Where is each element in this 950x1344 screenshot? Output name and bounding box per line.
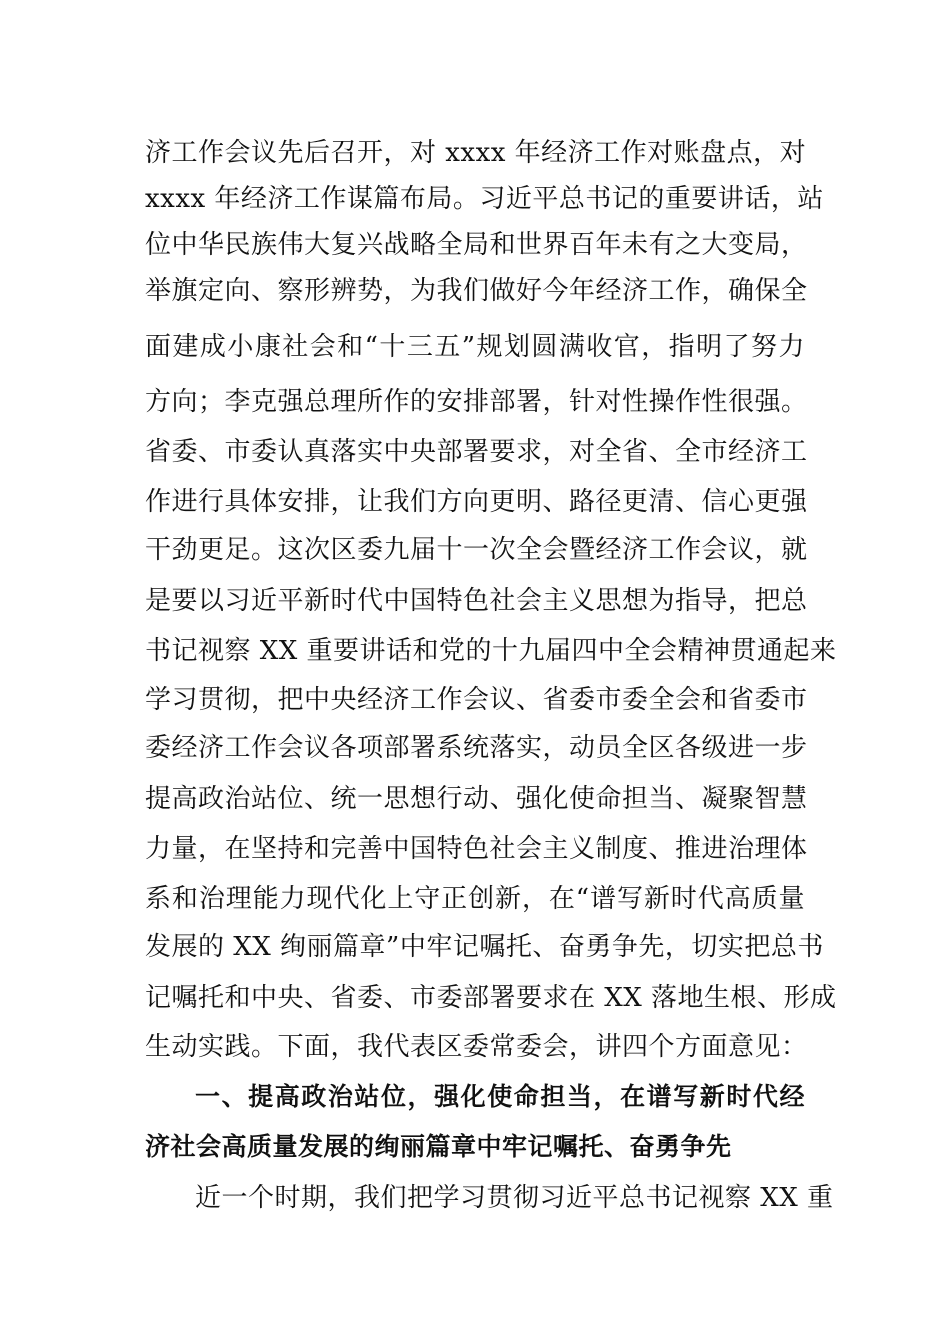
body-line: 记嘱托和中央、省委、市委部署要求在 XX 落地生根、形成 xyxy=(145,983,837,1013)
body-line: 位中华民族伟大复兴战略全局和世界百年未有之大变局， xyxy=(145,230,808,260)
body-line: 提高政治站位、统一思想行动、强化使命担当、凝聚智慧 xyxy=(145,784,808,814)
body-line: 力量，在坚持和完善中国特色社会主义制度、推进治理体 xyxy=(145,834,808,864)
body-line: 系和治理能力现代化上守正创新，在“谱写新时代高质量 xyxy=(145,884,805,914)
body-line: 面建成小康社会和“十三五”规划圆满收官，指明了努力 xyxy=(145,332,805,362)
body-line: 举旗定向、察形辨势，为我们做好今年经济工作，确保全 xyxy=(145,276,808,306)
body-line: 是要以习近平新时代中国特色社会主义思想为指导，把总 xyxy=(145,586,808,616)
section-heading-line-1: 一、提高政治站位，强化使命担当，在谱写新时代经 xyxy=(195,1082,805,1111)
body-line: 书记视察 XX 重要讲话和党的十九届四中全会精神贯通起来 xyxy=(145,636,837,666)
body-line: 发展的 XX 绚丽篇章”中牢记嘱托、奋勇争先，切实把总书 xyxy=(145,932,824,962)
body-line: 委经济工作会议各项部署系统落实，动员全区各级进一步 xyxy=(145,733,808,763)
body-line: 学习贯彻，把中央经济工作会议、省委市委全会和省委市 xyxy=(145,685,808,715)
section-heading-line-2: 济社会高质量发展的绚丽篇章中牢记嘱托、奋勇争先 xyxy=(145,1132,732,1161)
body-line: 生动实践。下面，我代表区委常委会，讲四个方面意见： xyxy=(145,1032,808,1062)
body-line: 方向；李克强总理所作的安排部署，针对性操作性很强。 xyxy=(145,387,808,417)
body-line: 作进行具体安排，让我们方向更明、路径更清、信心更强 xyxy=(145,487,808,517)
paragraph-start: 近一个时期，我们把学习贯彻习近平总书记视察 XX 重 xyxy=(195,1183,834,1213)
body-line: xxxx 年经济工作谋篇布局。习近平总书记的重要讲话，站 xyxy=(145,184,824,214)
body-line: 济工作会议先后召开，对 xxxx 年经济工作对账盘点，对 xyxy=(145,138,807,168)
body-line: 省委、市委认真落实中央部署要求，对全省、全市经济工 xyxy=(145,437,808,467)
body-line: 干劲更足。这次区委九届十一次全会暨经济工作会议，就 xyxy=(145,535,808,565)
